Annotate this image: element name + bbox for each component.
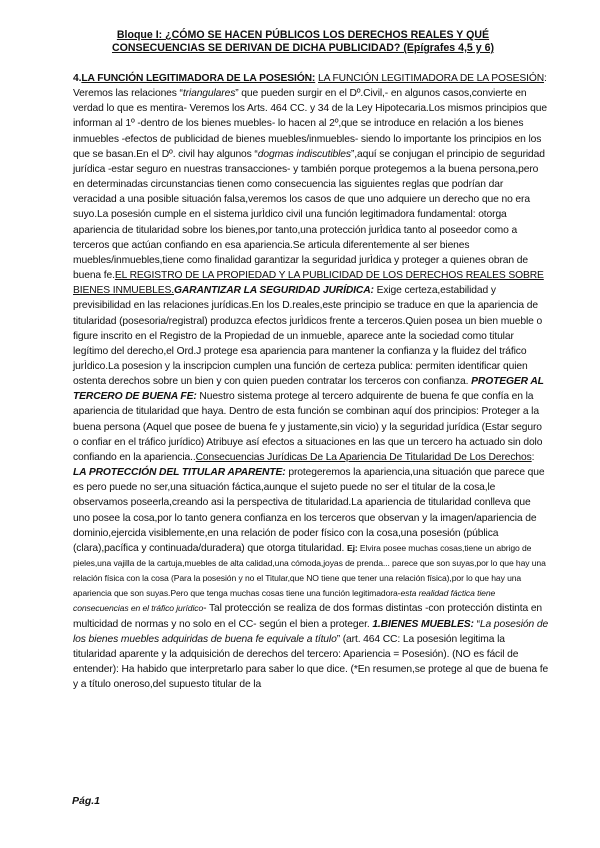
example-text: Elvira posee muchas cosas,tiene un abrigo de pieles,una vajilla de la cartuja,muebles de alta calidad,una cómoda,joyas de prenda... parece que son suyas,por lo que hay una relación física con la cosa (Para la posesión y no el Titular,que NO tiene que tener una relación física),por lo que hay una apariencia que son suyas.Pero que tenga muchas cosas tiene una función legitimadora- [73,542,546,599]
text-run-10: ” (art. 464 CC: La posesión legitima la titularidad aparente y la adquisición de derechos del tercero: Apariencia = Posesión). (NO es fácil de entender): Ha habido que interpretarlo para saber lo que dice. (*En resumen,se protege al que de buena fe y a título oneroso,del supuesto titular de la [73,633,549,691]
page-number: Pág.1 [72,795,101,807]
consecuencias-heading: Consecuencias Jurídicas De La Apariencia De Titularidad De Los Derechos [195,451,532,463]
muebles-heading: 1.BIENES MUEBLES: [372,618,474,630]
tercero-heading: PROTEGER AL TERCERO DE BUENA FE: [73,376,544,403]
text-run-8: - Tal protección se realiza de dos formas distintas -con protección distinta en multicidad de normas y no solo en el CC- según el bien a proteger. [73,603,543,630]
block-title-line-2: CONSECUENCIAS SE DERIVAN DE DICHA PUBLICIDAD? (Epígrafes 4,5 y 6) [111,42,495,54]
text-run-9: “ [473,618,480,630]
section-heading-repeat: LA FUNCIÓN LEGITIMADORA DE LA POSESIÓN [317,73,545,84]
italic-term-triangulares: triangulares [182,88,236,100]
text-run-5: Nuestro sistema protege al tercero adquirente de buena fe que confía en la apariencia de titularidad que haya. Dentro de esta función se combinan aquí dos principios: Proteger a la buena persona (Aquel que posee de buena fe y justamente,sin vicio) y la seguridad jurídica (Estar seguro o confiar en el tráfico jurídico) Atribuye así efectos a situaciones en las que un tercero ha actuado sin dolo confiando en la apariencia.. [73,391,543,463]
block-title [60,29,546,55]
example-italic: esta realidad fáctica tiene consecuencias en el tráfico jurídico [73,588,496,614]
article-quote: La posesión de los bienes muebles adquiridas de buena fe equivale a título [73,618,549,645]
registro-heading: EL REGISTRO DE LA PROPIEDAD Y LA PUBLICIDAD DE LOS DERECHOS REALES SOBRE BIENES INMUEBLES. [73,270,544,297]
garantizar-heading: GARANTIZAR LA SEGURIDAD JURÍDICA: [173,285,374,297]
italic-term-dogmas: dogmas indiscutibles [257,148,351,160]
block-title-line-1: Bloque I: ¿CÓMO SE HACEN PÚBLICOS LOS DERECHOS REALES Y QUÉ [116,29,490,41]
text-run-7: protegeremos la apariencia,una situación que parece que es pero puede no ser,una situación fáctica,aunque el sujeto puede no ser el titular de la cosa,le observamos poseerla,creando asi la perspectiva de titularidad.La apariencia de titularidad conlleva que uno posee la cosa,por lo tanto genera confianza en los terceros que observan y la imagen/apariencia de dominio,ejercida visiblemente,en una relación de poder físico con la cosa,una posesión (pública (clara),pacífica y continuada/duradera) que otorga titularidad. [73,467,545,554]
example-label: Ej: [346,542,358,553]
section-number: 4. [73,73,82,84]
document-body [73,71,549,692]
main-paragraph [73,71,549,692]
text-run-2: ” que pueden surgir en el Dº.Civil,- en algunos casos,convierte en verdad lo que es mentira- Veremos los Arts. 464 CC. y 34 de la Ley Hipotecaria.Los mismos principios que informan al 1º -dentro de los bienes muebles- lo hacen al 2º,que se introduce en relación a los bienes inmuebles -efectos de publicidad de bienes muebles/inmuebles- siendo lo importante los principios en los que se basan.En el Dº. civil hay algunos “ [73,88,547,160]
text-run-1: : Veremos las relaciones “ [73,73,547,100]
text-run-3: ”,aquí se conjugan el principio de seguridad jurídica -estar seguro en nuestras transacciones- y también porque protegemos a la buena persona,pero en determinadas circunstancias tienen como consecuencia las siguientes reglas que podrían dar veracidad a una posible situación falsa,veremos los casos de que uno adquiere un derecho que no era suyo.La posesión cumple en el sistema jurÌdico civil una función legitimadora fundamental: otorga apariencia de titularidad sobre los bienes,por tanto,una protección jurÌdica tanto al poseedor como a terceros que actúan confiando en esa apariencia.Se articula diferentemente al ser bienes muebles/inmuebles,tiene como finalidad garantizar la seguridad jurÌdica y proteger a quienes obran de buena fe. [73,148,545,282]
text-run-4: Exige certeza,estabilidad y previsibilidad en las relaciones jurídicas.En los D.reales,este principio se traduce en que la apariencia de titularidad (posesoria/registral) produzca efectos jurÌdicos frente a terceros.Quien posea un bien mueble o figure inscrito en el Registro de la Propiedad de un inmueble, aparece ante la sociedad como titular legítimo del derecho,el Ord.J protege esa apariencia para mantener la confianza y la fluidez del tráfico jurÌdico.La posesion y la inscripcion cumplen una función de certeza publica: permiten identificar quien ostenta derechos sobre un bien y con quien pueden contratar los terceros con confianza. [73,285,543,388]
section-heading: LA FUNCIÓN LEGITIMADORA DE LA POSESIÓN: [81,73,316,84]
proteccion-heading: LA PROTECCIÓN DEL TITULAR APARENTE: [73,467,286,479]
text-run-6: : [531,451,535,463]
